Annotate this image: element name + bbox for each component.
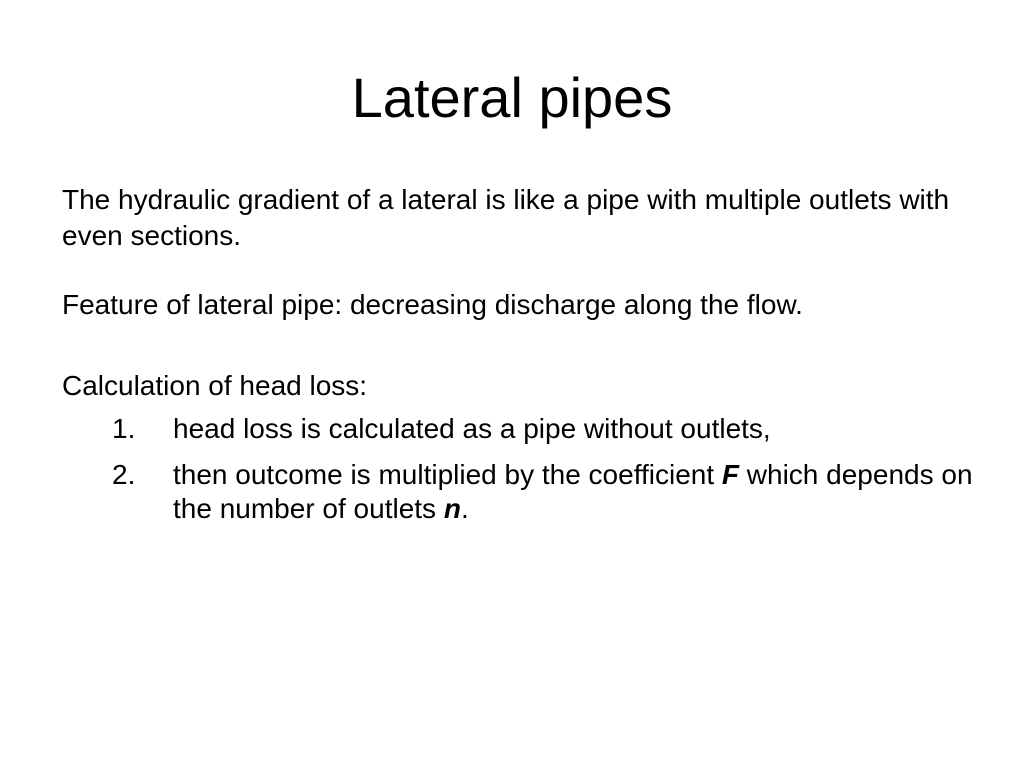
list-item-text: [173, 459, 973, 524]
text-after-coefficient: which depends on the number of outlets: [173, 459, 973, 524]
paragraph-feature: Feature of lateral pipe: decreasing discharge along the flow.: [62, 289, 803, 320]
outlets-n-symbol: n: [443, 493, 461, 524]
list-item: [62, 412, 982, 446]
paragraph-hydraulic-gradient: The hydraulic gradient of a lateral is like a pipe with multiple outlets with even sections.: [62, 184, 950, 251]
paragraph-calculation-heading: Calculation of head loss:: [62, 370, 368, 401]
list-item-text: head loss is calculated as a pipe without outlets,: [173, 413, 771, 444]
list-item: [62, 458, 982, 526]
head-loss-steps-list: [62, 412, 982, 538]
text-before-coefficient: then outcome is multiplied by the coefficient: [173, 459, 722, 490]
slide-title: Lateral pipes: [351, 66, 673, 129]
coefficient-f-symbol: F: [721, 459, 740, 490]
list-item-number: 2.: [112, 459, 136, 490]
text-end: .: [460, 493, 469, 524]
list-item-number: 1.: [112, 413, 136, 444]
